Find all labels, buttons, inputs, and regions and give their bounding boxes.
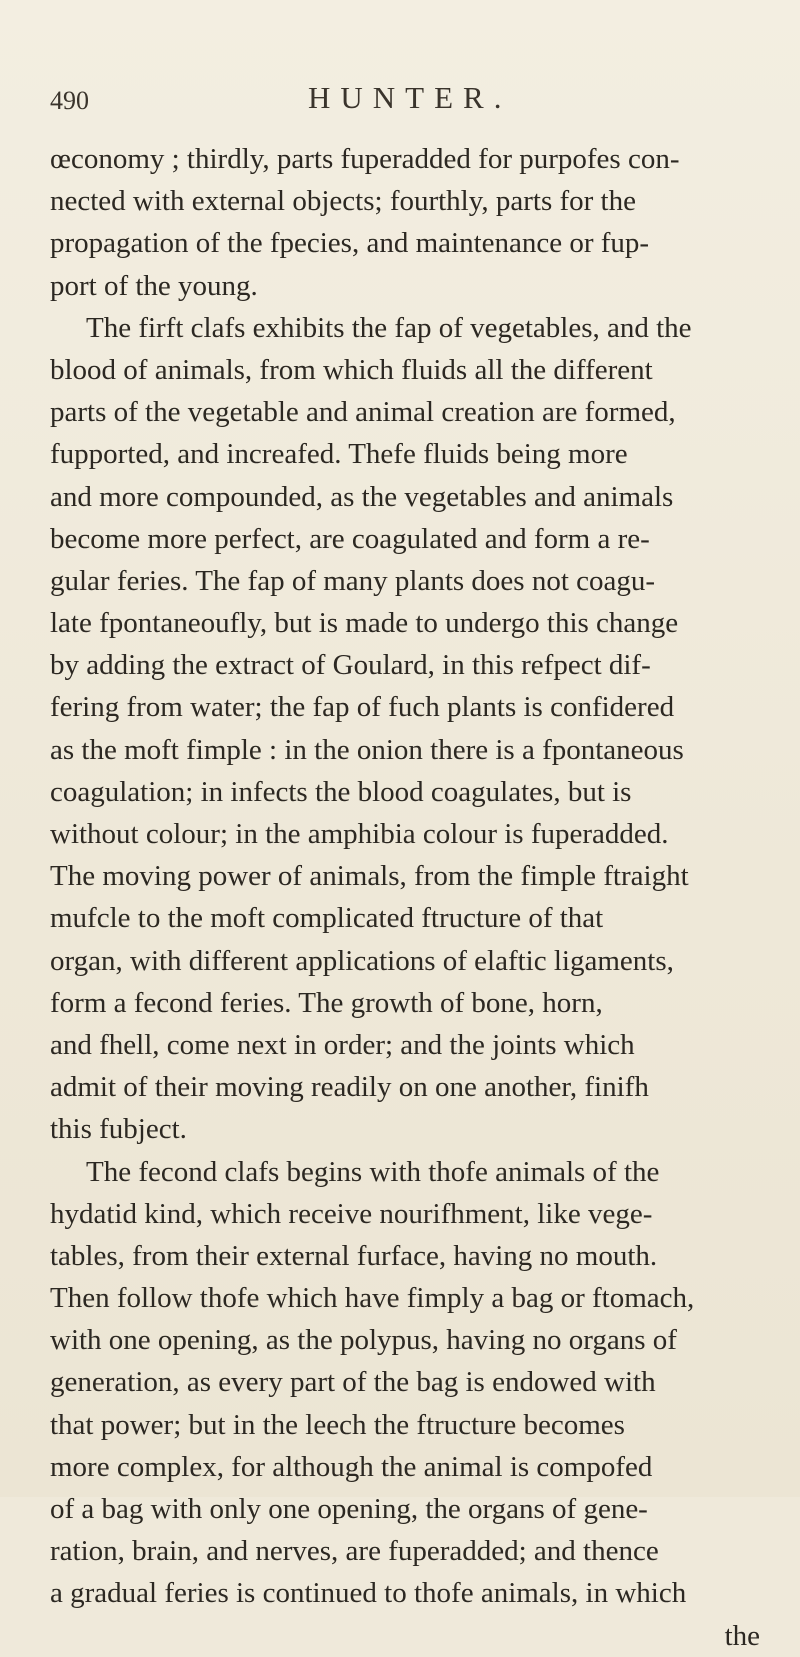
text-line: mufcle to the moft complicated ftructure of that bbox=[50, 902, 604, 935]
text-line: port of the young. bbox=[50, 269, 258, 302]
text-line: generation, as every part of the bag is endowed with bbox=[50, 1366, 656, 1399]
text-line: fupported, and increafed. Thefe fluids being more bbox=[50, 438, 628, 471]
text-line: The fecond clafs begins with thofe animals of the bbox=[86, 1155, 660, 1188]
text-line: late fpontaneoufly, but is made to undergo this change bbox=[50, 607, 679, 640]
text-line: that power; but in the leech the ftructure becomes bbox=[50, 1408, 625, 1441]
text-line: become more perfect, are coagulated and form a re- bbox=[50, 522, 650, 555]
page-number: 490 bbox=[50, 86, 89, 115]
text-line: of a bag with only one opening, the organs of gene- bbox=[50, 1493, 648, 1525]
text-line: as the moft fimple : in the onion there is a fpontaneous bbox=[50, 733, 684, 766]
text-line: a gradual feries is continued to thofe animals, in which bbox=[50, 1577, 687, 1610]
text-line: by adding the extract of Goulard, in this refpect dif- bbox=[50, 649, 651, 682]
text-line: and more compounded, as the vegetables and animals bbox=[50, 480, 674, 513]
text-line: gular feries. The fap of many plants does not coagu- bbox=[50, 564, 656, 597]
text-line: ration, brain, and nerves, are fuperadded; and thence bbox=[50, 1535, 659, 1568]
text-line: parts of the vegetable and animal creation are formed, bbox=[50, 396, 676, 429]
text-line: œconomy ; thirdly, parts fuperadded for purpofes con- bbox=[50, 143, 680, 175]
text-line: and fhell, come next in order; and the joints which bbox=[50, 1028, 635, 1061]
text-line: Then follow thofe which have fimply a bag or ftomach, bbox=[50, 1282, 695, 1315]
text-line: The moving power of animals, from the fimple ftraight bbox=[50, 860, 689, 893]
text-line: more complex, for although the animal is compofed bbox=[50, 1450, 653, 1483]
body-text bbox=[50, 138, 770, 1657]
text-line: admit of their moving readily on one another, finifh bbox=[50, 1071, 649, 1104]
text-line: form a fecond feries. The growth of bone, horn, bbox=[50, 986, 603, 1019]
running-head: HUNTER. bbox=[308, 80, 512, 115]
text-line: without colour; in the amphibia colour is fuperadded. bbox=[50, 818, 669, 850]
text-line: coagulation; in infects the blood coagulates, but is bbox=[50, 775, 632, 808]
page-header bbox=[50, 80, 750, 126]
text-line: this fubject. bbox=[50, 1113, 187, 1146]
text-line: propagation of the fpecies, and maintenance or fup- bbox=[50, 227, 650, 260]
text-line: tables, from their external furface, having no mouth. bbox=[50, 1239, 658, 1272]
text-line: with one opening, as the polypus, having no organs of bbox=[50, 1324, 677, 1357]
catchword: the bbox=[724, 1619, 760, 1652]
text-line: fering from water; the fap of fuch plants is confidered bbox=[50, 691, 675, 724]
text-line: organ, with different applications of elaftic ligaments, bbox=[50, 944, 674, 977]
text-line: blood of animals, from which fluids all the different bbox=[50, 353, 653, 386]
text-line: The firft clafs exhibits the fap of vegetables, and the bbox=[86, 311, 692, 344]
text-line: nected with external objects; fourthly, parts for the bbox=[50, 185, 636, 218]
text-line: hydatid kind, which receive nourifhment, like vege- bbox=[50, 1197, 653, 1230]
